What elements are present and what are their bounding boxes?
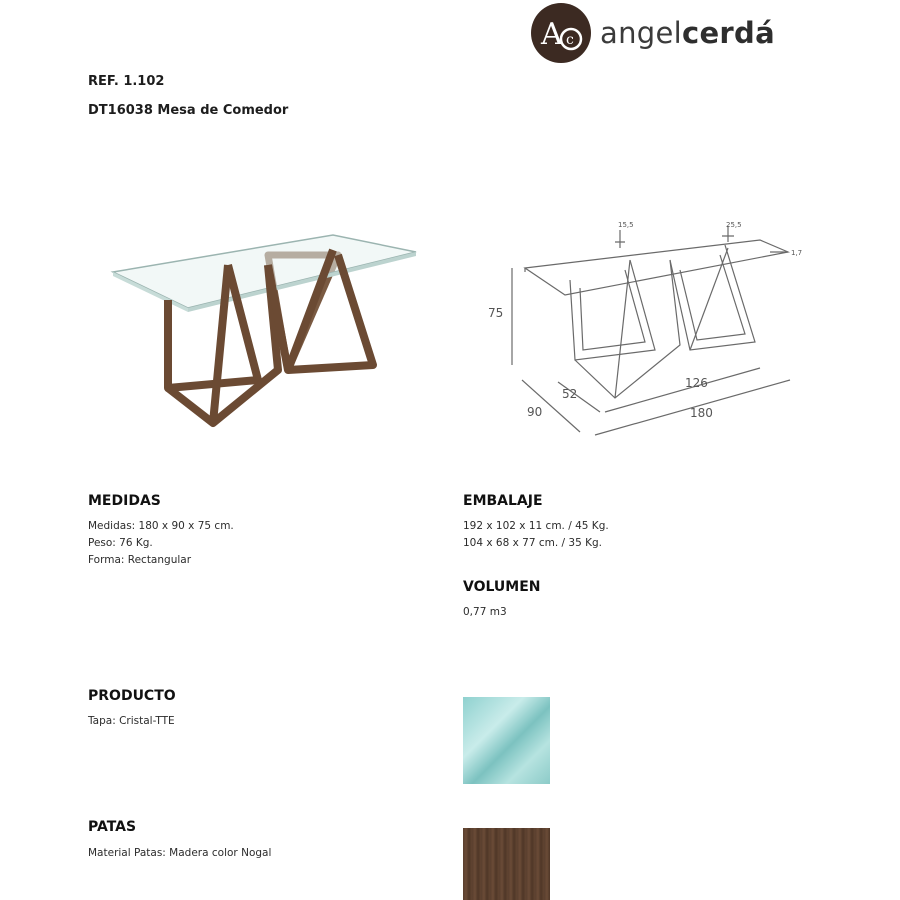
product-model-title: DT16038 Mesa de Comedor bbox=[88, 103, 289, 118]
monogram-a: A bbox=[541, 17, 563, 52]
volumen-value: 0,77 m3 bbox=[463, 606, 507, 618]
dimension-top-thickness: 1,7 bbox=[791, 249, 803, 257]
technical-drawing bbox=[470, 200, 815, 445]
reference-number: REF. 1.102 bbox=[88, 74, 165, 89]
dimension-depth: 90 bbox=[527, 405, 543, 419]
producto-top-material: Tapa: Cristal-TTE bbox=[88, 715, 175, 727]
dimension-height: 75 bbox=[488, 306, 504, 320]
embalaje-heading: EMBALAJE bbox=[463, 493, 543, 509]
dimension-top-left-offset: 15,5 bbox=[618, 221, 634, 229]
dimension-width: 180 bbox=[690, 406, 713, 420]
embalaje-package-2: 104 x 68 x 77 cm. / 35 Kg. bbox=[463, 537, 603, 549]
walnut-swatch bbox=[463, 828, 550, 900]
dimension-inner-depth: 52 bbox=[562, 387, 578, 401]
medidas-weight: Peso: 76 Kg. bbox=[88, 537, 153, 549]
dimension-top-right-offset: 25,5 bbox=[726, 221, 742, 229]
monogram-c: c bbox=[566, 32, 574, 48]
brand-name bbox=[600, 16, 775, 50]
brand-logo bbox=[530, 2, 830, 64]
logo-monogram bbox=[530, 2, 592, 64]
brand-name-bold: cerdá bbox=[681, 16, 775, 50]
patas-material: Material Patas: Madera color Nogal bbox=[88, 847, 272, 859]
dimension-inner-width: 126 bbox=[685, 376, 708, 390]
medidas-shape: Forma: Rectangular bbox=[88, 554, 192, 566]
embalaje-list bbox=[463, 518, 609, 552]
volumen-heading: VOLUMEN bbox=[463, 579, 541, 595]
embalaje-package-1: 192 x 102 x 11 cm. / 45 Kg. bbox=[463, 520, 609, 532]
medidas-list bbox=[88, 518, 234, 569]
producto-heading: PRODUCTO bbox=[88, 688, 176, 704]
medidas-heading: MEDIDAS bbox=[88, 493, 161, 509]
brand-name-light: angel bbox=[600, 16, 682, 50]
glass-swatch bbox=[463, 697, 550, 784]
patas-heading: PATAS bbox=[88, 819, 137, 835]
medidas-size: Medidas: 180 x 90 x 75 cm. bbox=[88, 520, 234, 532]
table-photo bbox=[108, 220, 423, 435]
